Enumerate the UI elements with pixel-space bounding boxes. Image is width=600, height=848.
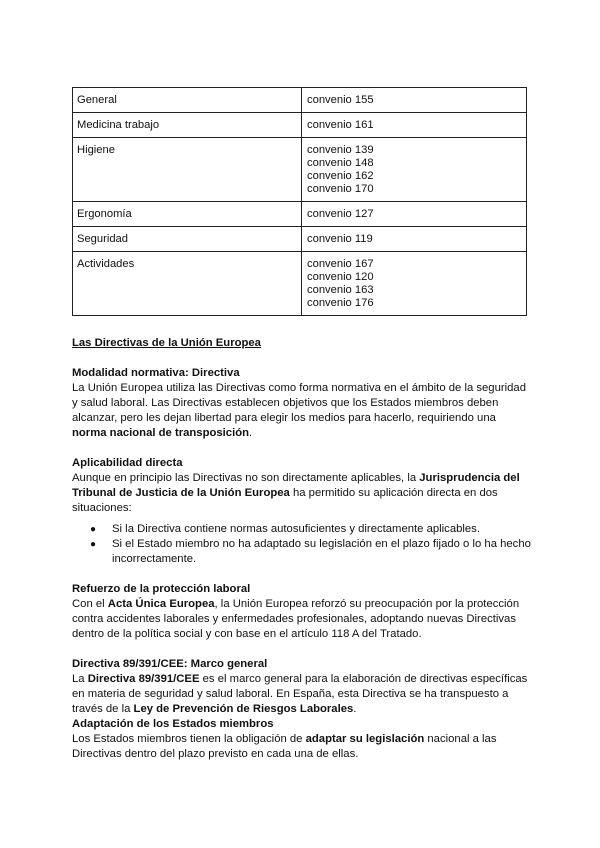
table-row xyxy=(73,138,527,202)
convenio-entry: convenio 120 xyxy=(307,271,374,283)
table-row xyxy=(73,113,527,138)
table-cell-area: Medicina trabajo xyxy=(73,113,302,138)
table-cell-area: Ergonomía xyxy=(73,202,302,227)
convenios-table-body xyxy=(73,88,527,316)
document-content xyxy=(72,336,532,762)
convenio-entry: convenio 148 xyxy=(307,157,374,169)
table-cell-convenios xyxy=(302,252,527,316)
table-cell-area: Seguridad xyxy=(73,227,302,252)
list-item: ● Si el Estado miembro no ha adaptado su legislación en el plazo fijado o lo ha hecho incorrectamente. xyxy=(90,538,531,565)
adaptacion-title: Adaptación de los Estados miembros xyxy=(72,718,274,730)
convenio-entry: convenio 161 xyxy=(307,119,374,131)
convenio-entry: convenio 170 xyxy=(307,183,374,195)
convenio-entry: convenio 119 xyxy=(307,233,373,245)
aplicabilidad-paragraph: Aunque en principio las Directivas no son directamente aplicables, la Jurisprudencia del Tribunal de Justicia de la Unión Europea ha permitido su aplicación directa en dos situaciones: xyxy=(72,472,520,514)
table-cell-area: General xyxy=(73,88,302,113)
table-row xyxy=(73,227,527,252)
table-cell-area: Higiene xyxy=(73,138,302,202)
bullet-icon: ● xyxy=(90,539,97,550)
convenio-entry: convenio 139 xyxy=(307,144,374,156)
convenio-entry: convenio 163 xyxy=(307,284,374,296)
aplicabilidad-title: Aplicabilidad directa xyxy=(72,457,183,469)
section-main-title: Las Directivas de la Unión Europea xyxy=(72,337,261,349)
modalidad-paragraph: La Unión Europea utiliza las Directivas como forma normativa en el ámbito de la seguridad y salud laboral. Las Directivas establecen objetivos que los Estados miembros deben alcanzar, pero les dejan libertad para elegir los medios para hacerlo, requiriendo una norma nacional de transposición. xyxy=(72,382,526,439)
adaptacion-paragraph: Los Estados miembros tienen la obligación de adaptar su legislación nacional a las Directivas dentro del plazo previsto en cada una de ellas. xyxy=(72,733,497,760)
table-cell-convenios xyxy=(302,88,527,113)
aplicabilidad-bullet-list xyxy=(72,522,532,567)
bullet-icon: ● xyxy=(90,524,97,535)
table-cell-convenios xyxy=(302,227,527,252)
list-item: ● Si la Directiva contiene normas autosuficientes y directamente aplicables. xyxy=(90,523,480,535)
table-cell-area: Actividades xyxy=(73,252,302,316)
refuerzo-paragraph: Con el Acta Única Europea, la Unión Europea reforzó su preocupación por la protección contra accidentes laborales y enfermedades profesionales, adoptando nuevas Directivas dentro de la política social y con base en el artículo 118 A del Tratado. xyxy=(72,598,520,640)
convenio-entry: convenio 162 xyxy=(307,170,374,182)
convenios-table xyxy=(72,87,527,316)
table-row xyxy=(73,202,527,227)
table-cell-convenios xyxy=(302,202,527,227)
table-cell-convenios xyxy=(302,113,527,138)
directiva-paragraph: La Directiva 89/391/CEE es el marco general para la elaboración de directivas específicas en materia de seguridad y salud laboral. En España, esta Directiva se ha transpuesto a través de la Ley de Prevención de Riesgos Laborales. xyxy=(72,673,528,715)
convenio-entry: convenio 127 xyxy=(307,208,374,220)
table-row xyxy=(73,252,527,316)
table-row xyxy=(73,88,527,113)
table-cell-convenios xyxy=(302,138,527,202)
convenio-entry: convenio 176 xyxy=(307,297,374,309)
convenio-entry: convenio 155 xyxy=(307,94,374,106)
modalidad-title: Modalidad normativa: Directiva xyxy=(72,367,240,379)
refuerzo-title: Refuerzo de la protección laboral xyxy=(72,583,251,595)
convenio-entry: convenio 167 xyxy=(307,258,374,270)
directiva-title: Directiva 89/391/CEE: Marco general xyxy=(72,658,268,670)
